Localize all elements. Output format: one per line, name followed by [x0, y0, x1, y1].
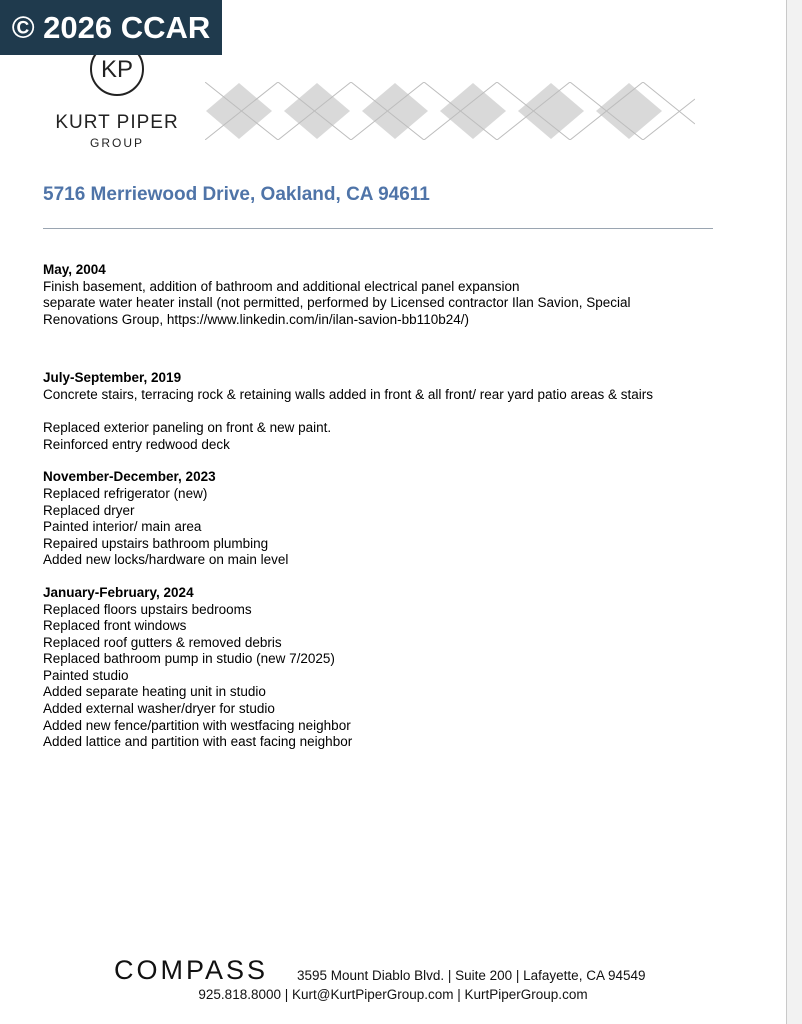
section-heading: July-September, 2019: [43, 370, 182, 386]
copyright-watermark: © 2026 CCAR: [0, 0, 222, 55]
section-heading: May, 2004: [43, 262, 106, 277]
section-heading: November-December, 2023: [43, 469, 216, 485]
section-line: Concrete stairs, terracing rock & retaining walls added in front & all front/ rear yard patio areas & stairs: [43, 386, 654, 402]
page-margin: [787, 0, 802, 1024]
section-line: Added new locks/hardware on main level: [43, 552, 289, 568]
property-address: 5716 Merriewood Drive, Oakland, CA 94611: [43, 184, 430, 205]
section-jul-sep-2019: [43, 370, 773, 453]
section-line: Added new fence/partition with westfacing neighbor: [43, 717, 351, 733]
section-nov-dec-2023: [43, 469, 773, 569]
section-line: Painted studio: [43, 667, 129, 683]
section-line: Replaced exterior paneling on front & new paint.: [43, 420, 332, 436]
office-address: 3595 Mount Diablo Blvd. | Suite 200 | Lafayette, CA 94549: [297, 968, 646, 983]
section-line: Added separate heating unit in studio: [43, 684, 266, 700]
kurt-piper-logo: [42, 40, 192, 150]
section-line: Replaced dryer: [43, 502, 135, 518]
compass-logo: COMPASS: [114, 955, 269, 985]
section-line: Added lattice and partition with east facing neighbor: [43, 734, 353, 750]
section-line: Renovations Group, https://www.linkedin.com/in/ilan-savion-bb110b24/): [43, 311, 469, 327]
section-line: Replaced refrigerator (new): [43, 485, 208, 501]
section-line: Replaced front windows: [43, 618, 187, 634]
logo-name: KURT PIPER: [55, 112, 179, 133]
section-line: Finish basement, addition of bathroom and additional electrical panel expansion: [43, 278, 520, 294]
section-line: Replaced floors upstairs bedrooms: [43, 601, 252, 617]
contact-line: 925.818.8000 | Kurt@KurtPiperGroup.com | KurtPiperGroup.com: [198, 987, 588, 1002]
section-may-2004: [43, 262, 773, 328]
section-line: Repaired upstairs bathroom plumbing: [43, 535, 269, 551]
section-line: Replaced roof gutters & removed debris: [43, 634, 282, 650]
section-line: Added external washer/dryer for studio: [43, 701, 275, 717]
argyle-pattern: [205, 82, 695, 140]
section-line: Reinforced entry redwood deck: [43, 436, 230, 452]
section-jan-feb-2024: [43, 585, 773, 751]
svg-text:KP: KP: [100, 56, 134, 83]
title-divider: [43, 228, 713, 229]
section-heading: January-February, 2024: [43, 584, 194, 600]
contact-info: [0, 987, 786, 1002]
logo-group: GROUP: [89, 136, 144, 150]
section-line: Painted interior/ main area: [43, 519, 202, 535]
section-line: separate water heater install (not permitted, performed by Licensed contractor Ilan Savion, Special: [43, 295, 631, 311]
section-line: Replaced bathroom pump in studio (new 7/2025): [43, 651, 335, 667]
improvements-list: [43, 262, 773, 751]
